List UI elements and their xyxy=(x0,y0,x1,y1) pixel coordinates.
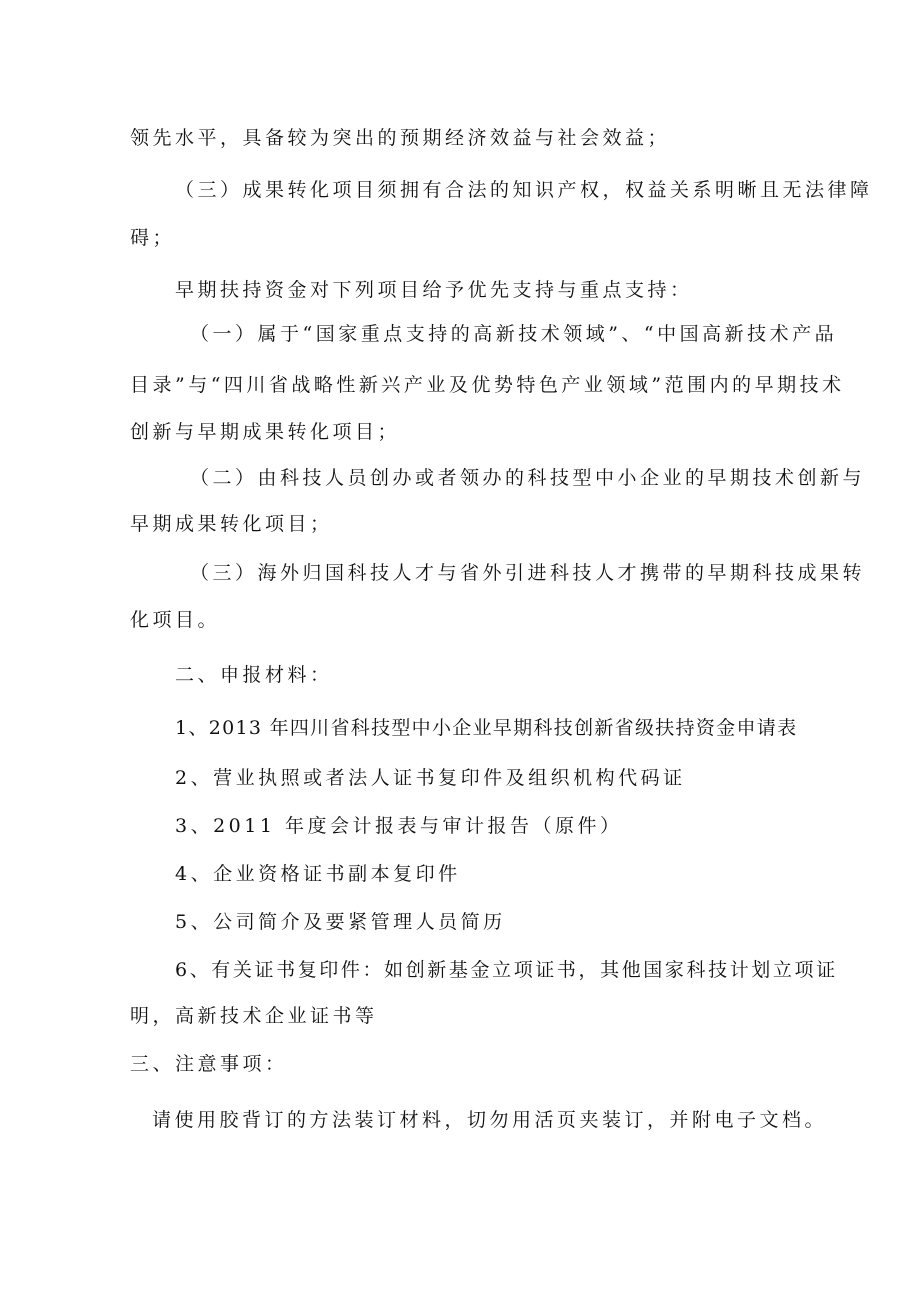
paragraph-line: 领先水平，具备较为突出的预期经济效益与社会效益； xyxy=(130,127,671,149)
paragraph-line: （三）海外归国科技人才与省外引进科技人才携带的早期科技成果转 xyxy=(190,562,866,584)
list-item: 6、有关证书复印件：如创新基金立项证书，其他国家科技计划立项证 xyxy=(175,959,838,981)
paragraph-line: 碍； xyxy=(130,227,176,249)
list-item: 5、公司简介及要紧管理人员简历 xyxy=(175,911,506,933)
paragraph-line: 请使用胶背订的方法装订材料，切勿用活页夹装订，并附电子文档。 xyxy=(152,1109,828,1131)
paragraph-line: 早期成果转化项目； xyxy=(130,513,333,535)
list-item: 明，高新技术企业证书等 xyxy=(130,1005,378,1027)
paragraph-line: （二）由科技人员创办或者领办的科技型中小企业的早期技术创新与 xyxy=(190,467,866,489)
list-item: 2、营业执照或者法人证书复印件及组织机构代码证 xyxy=(175,767,686,789)
list-item: 3、2011 年度会计报表与审计报告（原件） xyxy=(175,815,623,837)
paragraph-line: （一）属于“国家重点支持的高新技术领域”、“中国高新技术产品 xyxy=(190,323,838,345)
paragraph-line: 创新与早期成果转化项目； xyxy=(130,421,401,443)
list-item: 1、2013 年四川省科技型中小企业早期科技创新省级扶持资金申请表 xyxy=(175,717,798,739)
paragraph-line: （三）成果转化项目须拥有合法的知识产权，权益关系明晰且无法律障 xyxy=(175,179,873,201)
paragraph-line: 早期扶持资金对下列项目给予优先支持与重点支持： xyxy=(175,279,693,301)
list-item: 4、企业资格证书副本复印件 xyxy=(175,863,461,885)
paragraph-line: 目录”与“四川省战略性新兴产业及优势特色产业领域”范围内的早期技术 xyxy=(130,374,845,396)
section-heading: 二、申报材料： xyxy=(175,664,333,686)
section-heading: 三、注意事项： xyxy=(130,1053,288,1075)
paragraph-line: 化项目。 xyxy=(130,609,221,631)
